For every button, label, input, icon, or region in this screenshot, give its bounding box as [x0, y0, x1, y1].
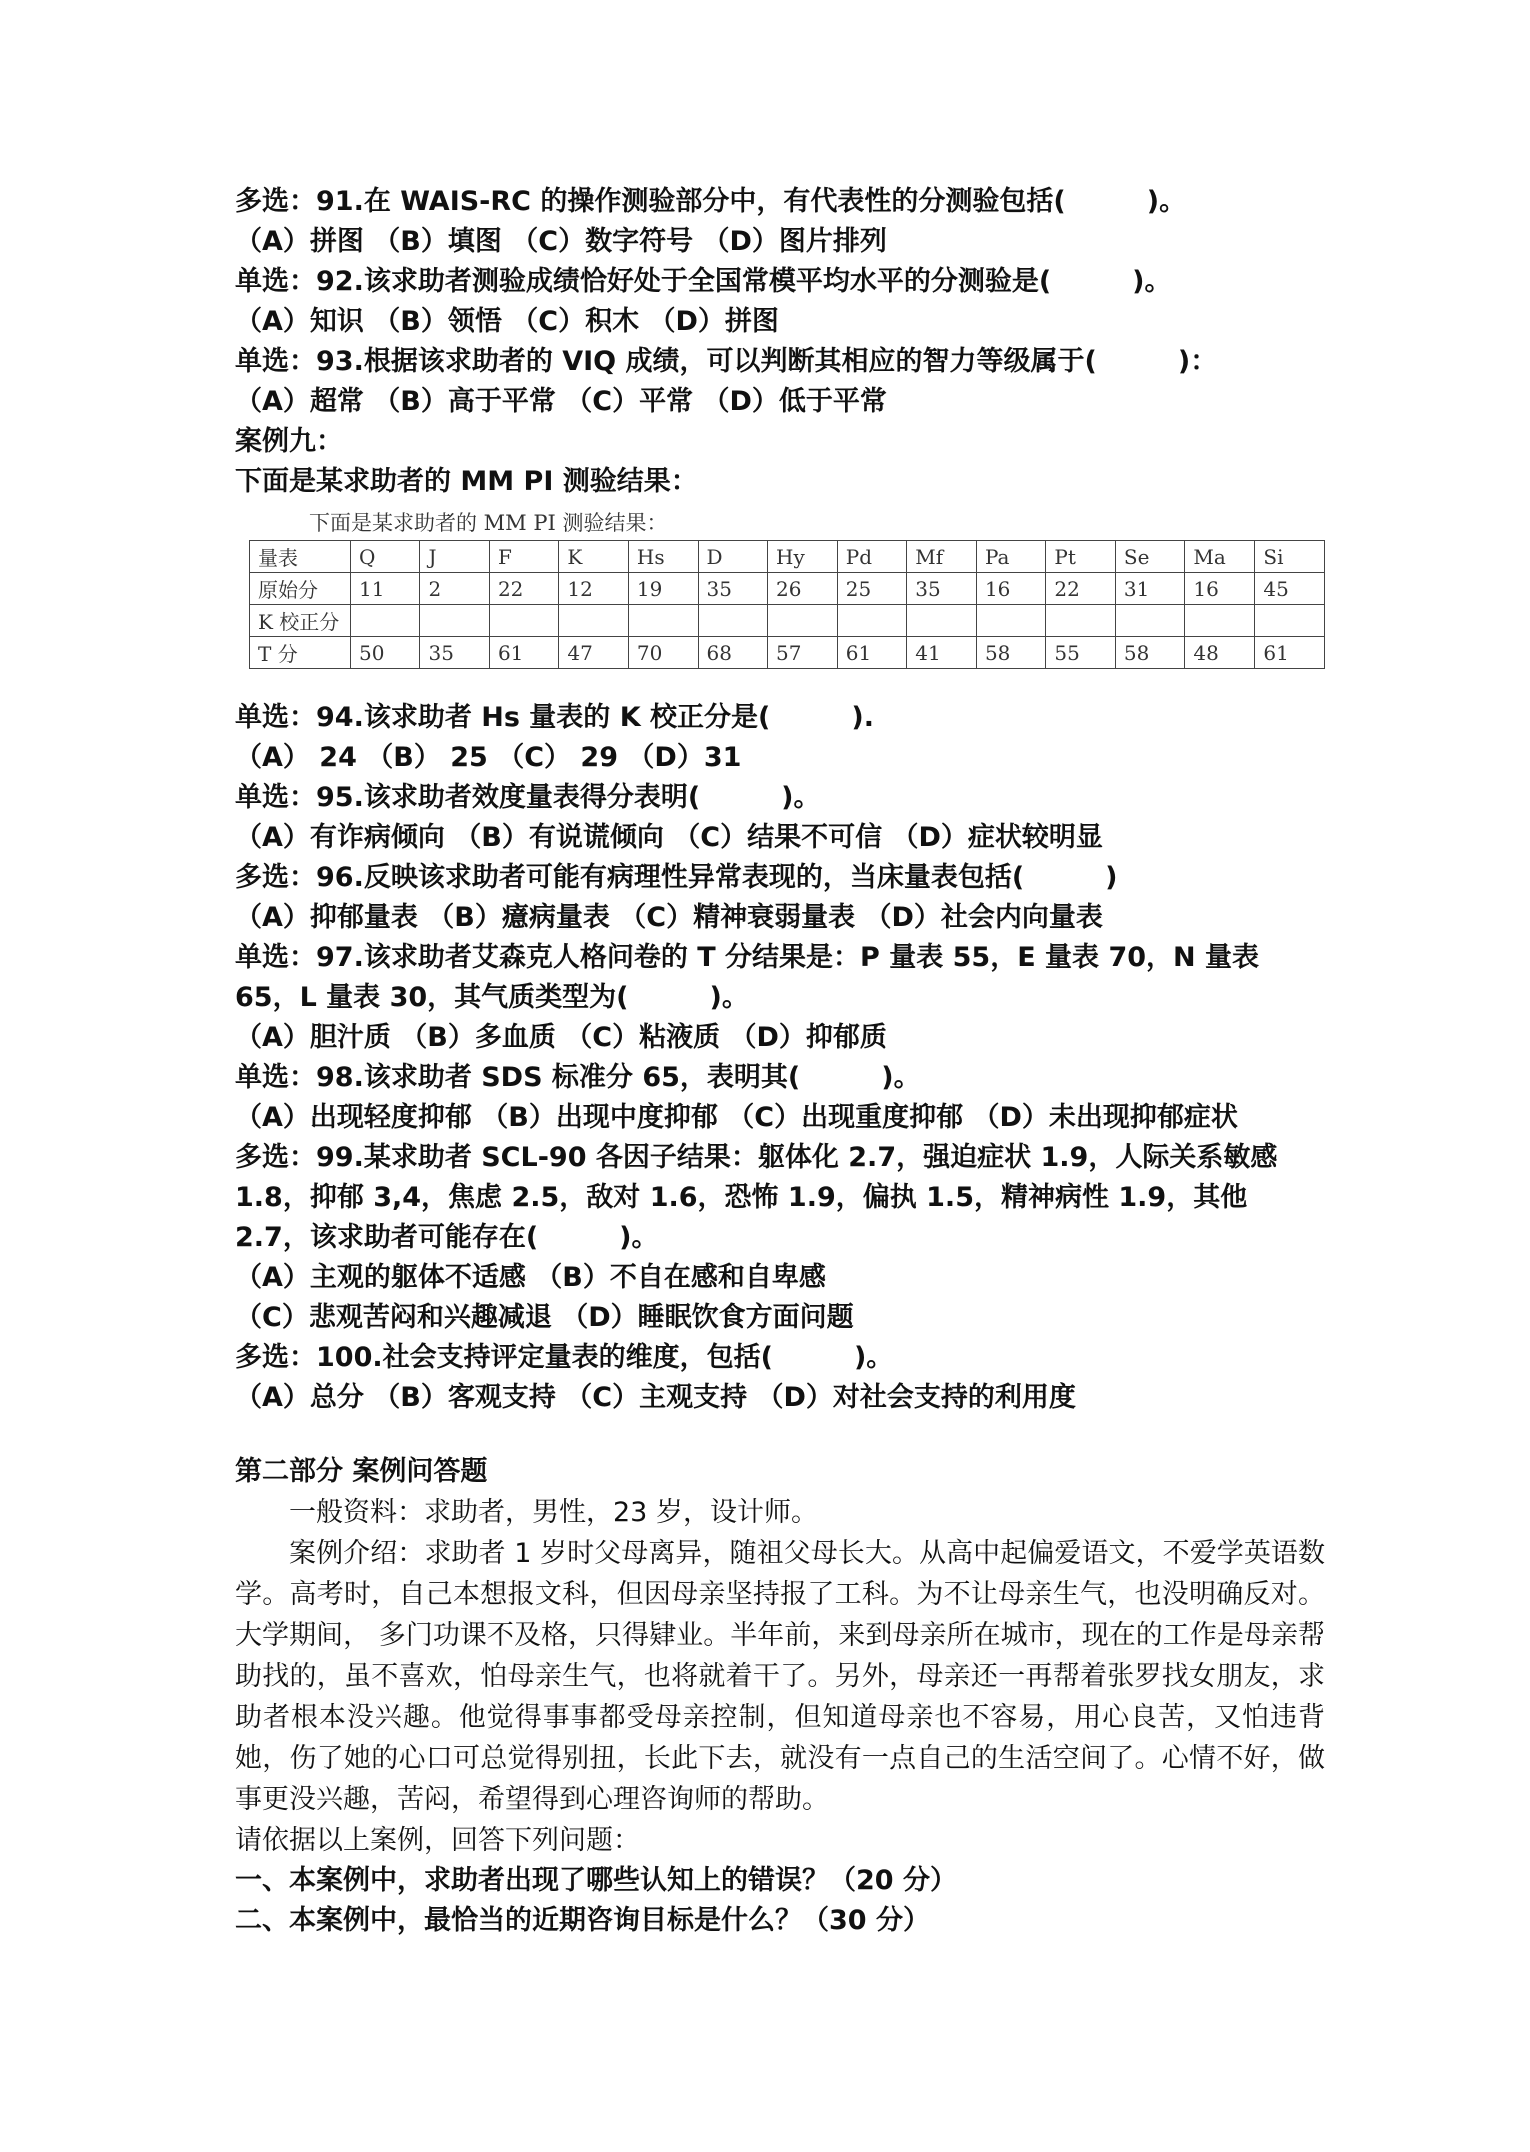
- question-92-stem: 单选：92.该求助者测验成绩恰好处于全国常模平均水平的分测验是( )。: [235, 266, 1172, 297]
- question-92-options: （A）知识 （B）领悟 （C）积木 （D）拼图: [235, 306, 779, 337]
- document-page: [235, 182, 1325, 1941]
- table-cell: [698, 605, 767, 637]
- table-row: [250, 573, 1325, 605]
- question-98-options: （A）出现轻度抑郁 （B）出现中度抑郁 （C）出现重度抑郁 （D）未出现抑郁症状: [235, 1102, 1238, 1133]
- table-cell: [1185, 605, 1255, 637]
- table-row: [250, 605, 1325, 637]
- table-cell: 25: [837, 573, 907, 605]
- question-99-options-2: （C）悲观苦闷和兴趣减退 （D）睡眠饮食方面问题: [235, 1302, 854, 1333]
- table-cell: 55: [1046, 637, 1115, 669]
- mmpi-table-caption: 下面是某求助者的 MM PI 测验结果：: [309, 511, 668, 535]
- table-cell: [907, 605, 977, 637]
- question-95-stem: 单选：95.该求助者效度量表得分表明( )。: [235, 782, 821, 813]
- question-96-stem: 多选：96.反映该求助者可能有病理性异常表现的，当床量表包括( ): [235, 862, 1118, 893]
- question-95-options: （A）有诈病倾向 （B）有说谎倾向 （C）结果不可信 （D）症状较明显: [235, 822, 1103, 853]
- table-cell: Si: [1255, 541, 1325, 573]
- table-cell: [976, 605, 1045, 637]
- table-cell: [1115, 605, 1184, 637]
- table-cell: 35: [420, 637, 489, 669]
- part2-question-2: 二、本案例中，最恰当的近期咨询目标是什么？（30 分）: [235, 1905, 930, 1936]
- table-cell: Pa: [976, 541, 1045, 573]
- part2-general-info: 一般资料：求助者，男性，23 岁，设计师。: [289, 1497, 818, 1528]
- table-cell: 58: [976, 637, 1045, 669]
- question-99-stem: 多选：99.某求助者 SCL-90 各因子结果：躯体化 2.7，强迫症状 1.9，人际关系敏感 1.8，抑郁 3,4，焦虑 2.5，敌对 1.6，恐怖 1.9，偏执 1.5，精神病性 1.9，其他 2.7，该求助者可能存在( )。: [235, 1142, 1278, 1253]
- table-cell: 26: [768, 573, 838, 605]
- table-cell: 61: [837, 637, 907, 669]
- table-cell: Q: [351, 541, 420, 573]
- table-cell: 16: [1185, 573, 1255, 605]
- mmpi-table-image: [235, 510, 1325, 692]
- table-cell: 58: [1115, 637, 1184, 669]
- question-98-stem: 单选：98.该求助者 SDS 标准分 65，表明其( )。: [235, 1062, 921, 1093]
- table-cell: [489, 605, 558, 637]
- part2-title: 第二部分 案例问答题: [235, 1456, 488, 1487]
- table-cell: 量表: [250, 541, 351, 573]
- table-cell: [351, 605, 420, 637]
- question-96-options: （A）抑郁量表 （B）癔病量表 （C）精神衰弱量表 （D）社会内向量表: [235, 902, 1103, 933]
- table-cell: 45: [1255, 573, 1325, 605]
- table-cell: Hy: [768, 541, 838, 573]
- table-cell: K: [559, 541, 628, 573]
- table-cell: 22: [1046, 573, 1115, 605]
- question-91-stem: 多选：91.在 WAIS-RC 的操作测验部分中，有代表性的分测验包括( )。: [235, 186, 1187, 217]
- table-cell: [837, 605, 907, 637]
- question-97-options: （A）胆汁质 （B）多血质 （C）粘液质 （D）抑郁质: [235, 1022, 887, 1053]
- table-cell: F: [489, 541, 558, 573]
- table-cell: [559, 605, 628, 637]
- table-cell: 57: [768, 637, 838, 669]
- table-row: [250, 637, 1325, 669]
- table-cell: D: [698, 541, 767, 573]
- question-94-stem: 单选：94.该求助者 Hs 量表的 K 校正分是( ).: [235, 702, 874, 733]
- table-cell: [1046, 605, 1115, 637]
- table-cell: [628, 605, 698, 637]
- table-cell: 22: [489, 573, 558, 605]
- table-cell: 50: [351, 637, 420, 669]
- question-100-stem: 多选：100.社会支持评定量表的维度，包括( )。: [235, 1342, 894, 1373]
- table-cell: 68: [698, 637, 767, 669]
- table-cell: [768, 605, 838, 637]
- question-93-stem: 单选：93.根据该求助者的 VIQ 成绩，可以判断其相应的智力等级属于( )：: [235, 346, 1218, 377]
- table-cell: [420, 605, 489, 637]
- question-97-stem: 单选：97.该求助者艾森克人格问卷的 T 分结果是：P 量表 55，E 量表 70，N 量表 65，L 量表 30，其气质类型为( )。: [235, 942, 1260, 1013]
- table-cell: 61: [1255, 637, 1325, 669]
- table-cell: J: [420, 541, 489, 573]
- question-91-options: （A）拼图 （B）填图 （C）数字符号 （D）图片排列: [235, 226, 887, 257]
- table-cell: [1255, 605, 1325, 637]
- table-cell: Hs: [628, 541, 698, 573]
- part2-case-intro: 案例介绍：求助者 1 岁时父母离异，随祖父母长大。从高中起偏爱语文，不爱学英语数学。高考时，自己本想报文科，但因母亲坚持报了工科。为不让母亲生气，也没明确反对。大学期间， 多门功课不及格，只得肄业。半年前，来到母亲所在城市，现在的工作是母亲帮助找的，虽不喜欢，怕母亲生气，也将就着干了。另外，母亲还一再帮着张罗找女朋友，求助者根本没兴趣。他觉得事事都受母亲控制，但知道母亲也不容易，用心良苦，又怕违背她，伤了她的心口可总觉得别扭，长此下去，就没有一点自己的生活空间了。心情不好，做事更没兴趣，苦闷，希望得到心理咨询师的帮助。: [235, 1538, 1325, 1815]
- table-cell: 2: [420, 573, 489, 605]
- table-cell: Pt: [1046, 541, 1115, 573]
- table-cell: 原始分: [250, 573, 351, 605]
- question-99-options-1: （A）主观的躯体不适感 （B）不自在感和自卑感: [235, 1262, 826, 1293]
- part2-prompt: 请依据以上案例，回答下列问题：: [235, 1825, 640, 1856]
- part2-question-1: 一、本案例中，求助者出现了哪些认知上的错误？（20 分）: [235, 1865, 957, 1896]
- table-cell: Pd: [837, 541, 907, 573]
- table-cell: K 校正分: [250, 605, 351, 637]
- table-cell: 35: [698, 573, 767, 605]
- table-cell: 61: [489, 637, 558, 669]
- table-cell: 11: [351, 573, 420, 605]
- table-header-row: [250, 541, 1325, 573]
- table-cell: 31: [1115, 573, 1184, 605]
- question-100-options: （A）总分 （B）客观支持 （C）主观支持 （D）对社会支持的利用度: [235, 1382, 1076, 1413]
- table-cell: T 分: [250, 637, 351, 669]
- mmpi-table: [249, 540, 1325, 669]
- table-cell: 19: [628, 573, 698, 605]
- table-cell: 48: [1185, 637, 1255, 669]
- table-cell: Ma: [1185, 541, 1255, 573]
- table-cell: 70: [628, 637, 698, 669]
- table-cell: Se: [1115, 541, 1184, 573]
- table-cell: 12: [559, 573, 628, 605]
- table-cell: 47: [559, 637, 628, 669]
- question-94-options: （A） 24 （B） 25 （C） 29 （D）31: [235, 742, 742, 773]
- case9-intro: 下面是某求助者的 MM PI 测验结果：: [235, 466, 698, 497]
- table-cell: 16: [976, 573, 1045, 605]
- table-cell: 35: [907, 573, 977, 605]
- table-cell: 41: [907, 637, 977, 669]
- table-cell: Mf: [907, 541, 977, 573]
- case9-title: 案例九：: [235, 426, 343, 457]
- question-93-options: （A）超常 （B）高于平常 （C）平常 （D）低于平常: [235, 386, 887, 417]
